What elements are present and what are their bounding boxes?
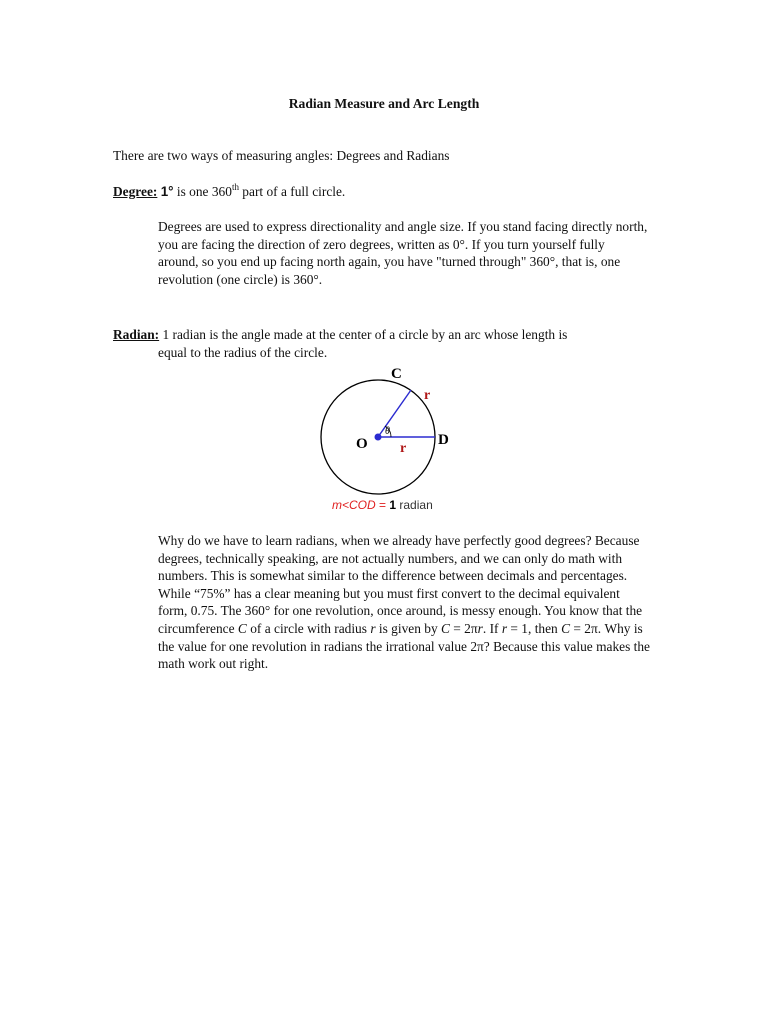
caption-prefix: m<COD (332, 498, 376, 512)
angle-label: θ (385, 426, 390, 437)
radius-label-bottom: r (400, 441, 407, 456)
why-text-1: Why do we have to learn radians, when we already have perfectly good degrees? Because degrees, technically speaking, are not actually numbers, and we can only do math with numbers. This is somewhat similar to the difference between decimals and percentages. While “75%” has a clear meaning but you must first convert to the decimal equivalent form, 0.75. The 360° for one revolution, once around, is messy enough. You know that the circumference (158, 533, 643, 636)
var-r: r (477, 620, 483, 636)
point-o-label: O (356, 436, 368, 452)
page-title: Radian Measure and Arc Length (288, 96, 480, 111)
degree-def-sup: th (231, 181, 239, 192)
var-c: C (237, 620, 247, 636)
radian-diagram (300, 360, 470, 520)
var-r: r (501, 620, 508, 636)
why-text-5: . If (482, 620, 502, 636)
degree-def-b: part of a full circle. (238, 184, 346, 199)
why-text-6: = 1, then (507, 620, 562, 636)
why-text-4: = 2π (449, 620, 478, 636)
one-degree: 1° (160, 184, 174, 199)
diagram-caption (332, 498, 433, 512)
var-c: C (561, 620, 571, 636)
radius-label-top: r (424, 388, 431, 403)
radian-def-line1: 1 radian is the angle made at the center of a circle by an arc whose length is (159, 327, 568, 342)
why-text-3: is given by (375, 620, 441, 636)
var-r: r (370, 620, 376, 636)
degree-paragraph: Degrees are used to express directionality and angle size. If you stand facing directly north, you are facing the direction of zero degrees, written as 0°. If you turn yourself fully around, so you end up facing north again, you have "turned through" 360°, that is, one revolution (one circle) is 360°. (158, 219, 648, 287)
degree-def-a: is one 360 (173, 184, 232, 199)
radian-def-line2: equal to the radius of the circle. (158, 344, 328, 360)
why-text-7: = 2π. Why is the value for one revolution in radians the irrational value 2π? Because this value makes the math work out right. (158, 620, 651, 672)
radian-definition (113, 326, 653, 361)
intro-text: There are two ways of measuring angles: Degrees and Radians (113, 148, 450, 163)
point-d-label: D (438, 432, 449, 448)
var-c: C (441, 620, 450, 636)
point-c-label: C (391, 366, 402, 382)
why-text-2: of a circle with radius (246, 620, 371, 636)
caption-unit: radian (396, 498, 433, 512)
caption-eq: = (375, 498, 390, 512)
radius-oc (378, 390, 411, 437)
degree-label: Degree: (113, 184, 158, 199)
degree-definition (113, 183, 345, 201)
caption-value: 1 (389, 498, 397, 512)
center-dot (375, 434, 382, 441)
why-radians-paragraph (158, 532, 650, 673)
radian-label: Radian: (113, 327, 160, 342)
